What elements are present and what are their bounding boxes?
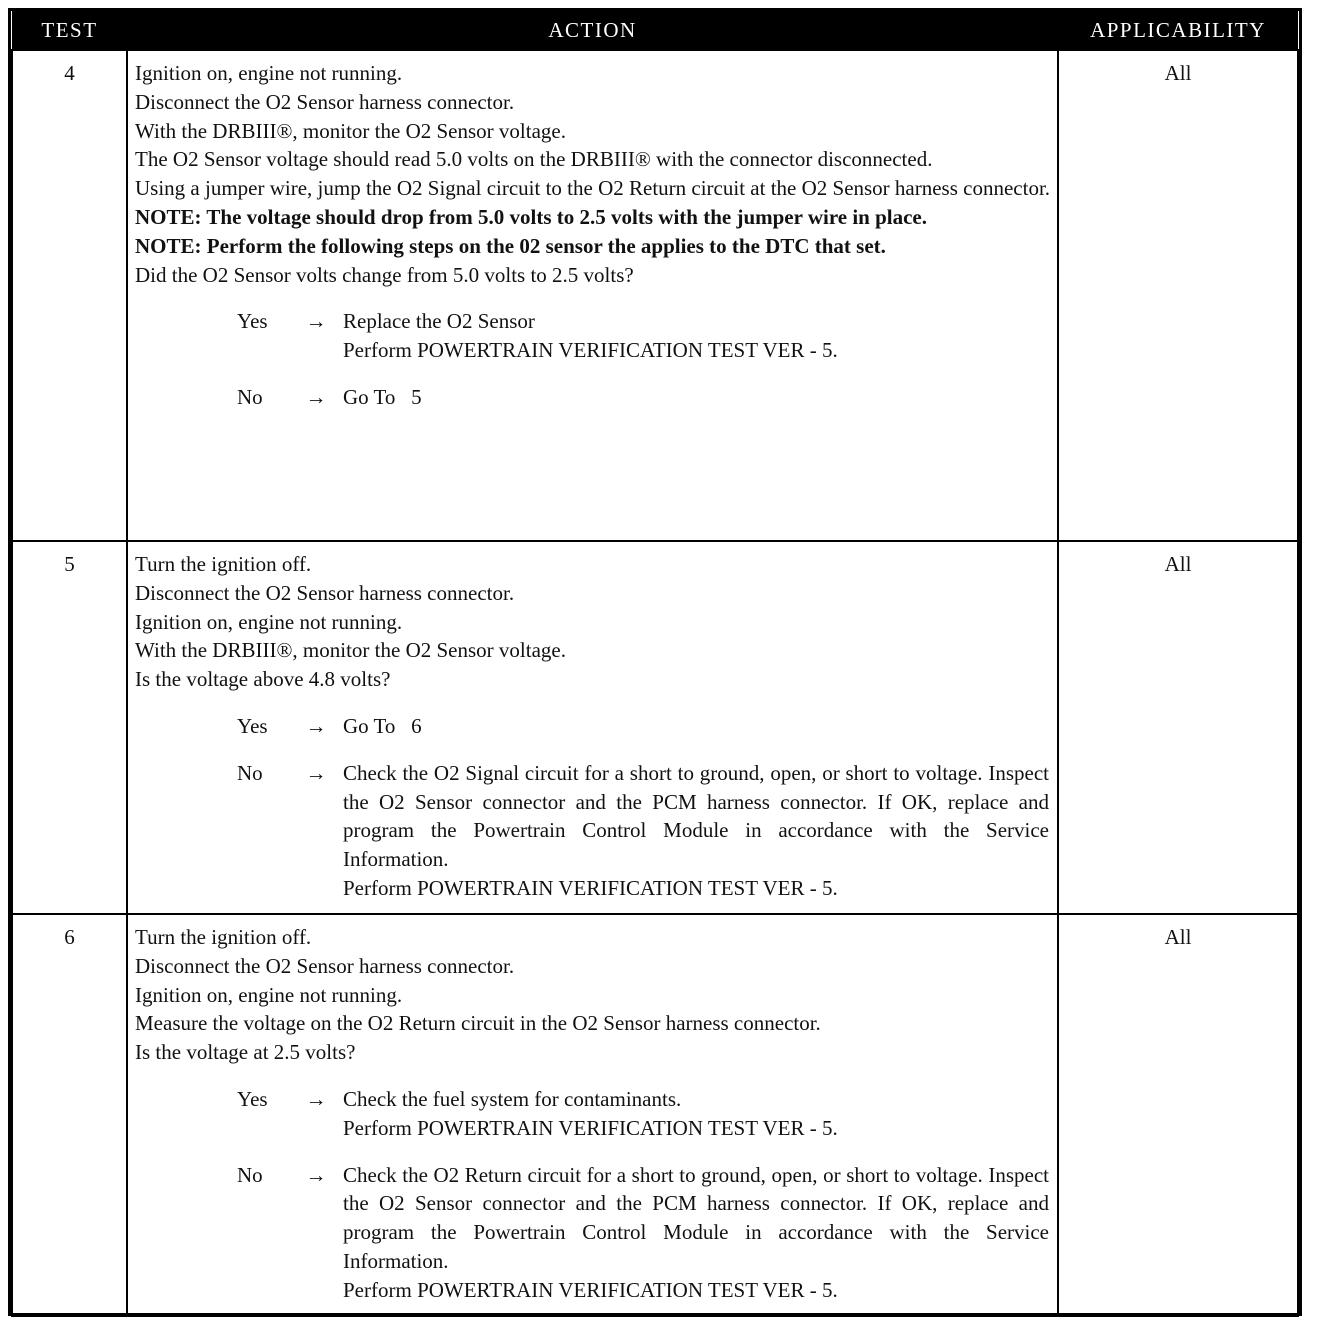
action-step: Disconnect the O2 Sensor harness connector. xyxy=(135,953,515,978)
test-table xyxy=(11,11,1299,1317)
yes-action xyxy=(343,307,1051,365)
table-header-row xyxy=(12,11,1298,50)
no-action xyxy=(343,759,1051,903)
action-cell xyxy=(127,914,1058,1316)
arrow-right-icon: → xyxy=(305,760,327,785)
no-result xyxy=(237,759,1051,903)
yes-action-line: Replace the O2 Sensor xyxy=(343,309,535,334)
yes-action xyxy=(343,712,1051,741)
action-step: Using a jumper wire, jump the O2 Signal circuit to the O2 Return circuit at the O2 Sensor harness connector. xyxy=(135,176,1051,201)
note: NOTE: The voltage should drop from 5.0 volts to 2.5 volts with the jumper wire in place. xyxy=(135,204,928,229)
yes-action-line: Go To 6 xyxy=(343,713,422,738)
action-step: Disconnect the O2 Sensor harness connector. xyxy=(135,89,515,114)
applicability: All xyxy=(1058,914,1298,1316)
yes-action-line: Check the fuel system for contaminants. xyxy=(343,1086,682,1111)
no-action-line: Check the O2 Signal circuit for a short to ground, open, or short to voltage. Inspect the O2 Sensor connector and the PCM harness connector. If OK, replace and program the Powertrain Control Module in accordance with the Service Information. xyxy=(343,760,1049,872)
no-action-line: Perform POWERTRAIN VERIFICATION TEST VER - 5. xyxy=(343,1277,838,1302)
applicability: All xyxy=(1058,541,1298,914)
arrow-right-icon: → xyxy=(305,1086,327,1111)
yes-result xyxy=(237,712,1051,741)
action-step: Turn the ignition off. xyxy=(135,552,312,576)
no-action-line: Perform POWERTRAIN VERIFICATION TEST VER - 5. xyxy=(343,875,838,900)
yes-action xyxy=(343,1085,1051,1143)
no-result xyxy=(237,383,1051,412)
table-row xyxy=(12,50,1298,541)
action-step: Ignition on, engine not running. xyxy=(135,609,403,634)
action-cell xyxy=(127,50,1058,541)
action-step: Turn the ignition off. xyxy=(135,925,312,949)
no-action-line: Go To 5 xyxy=(343,384,422,409)
question: Is the voltage at 2.5 volts? xyxy=(135,1040,356,1065)
yes-action-line: Perform POWERTRAIN VERIFICATION TEST VER - 5. xyxy=(343,1115,838,1140)
yes-label: Yes xyxy=(237,713,268,738)
no-result xyxy=(237,1161,1051,1305)
action-step: Ignition on, engine not running. xyxy=(135,61,403,85)
yes-action-line: Perform POWERTRAIN VERIFICATION TEST VER - 5. xyxy=(343,338,838,363)
applicability: All xyxy=(1058,50,1298,541)
yes-result xyxy=(237,1085,1051,1143)
no-action xyxy=(343,383,1051,412)
action-step: The O2 Sensor voltage should read 5.0 volts on the DRBIII® with the connector disconnected. xyxy=(135,147,933,172)
no-action-line: Check the O2 Return circuit for a short to ground, open, or short to voltage. Inspect the O2 Sensor connector and the PCM harness connector. If OK, replace and program the Powertrain Control Module in accordance with the Service Information. xyxy=(343,1162,1049,1273)
no-action xyxy=(343,1161,1051,1305)
test-number: 6 xyxy=(12,914,127,1316)
header-applicability: APPLICABILITY xyxy=(1058,11,1298,50)
action-step: Ignition on, engine not running. xyxy=(135,982,403,1007)
arrow-right-icon: → xyxy=(305,713,327,738)
test-number: 5 xyxy=(12,541,127,914)
arrow-right-icon: → xyxy=(305,1162,327,1187)
test-number: 4 xyxy=(12,50,127,541)
diagnostic-test-table xyxy=(8,8,1302,1316)
action-step: Disconnect the O2 Sensor harness connector. xyxy=(135,580,515,605)
action-cell xyxy=(127,541,1058,914)
question: Did the O2 Sensor volts change from 5.0 volts to 2.5 volts? xyxy=(135,262,634,287)
yes-label: Yes xyxy=(237,309,268,334)
no-label: No xyxy=(237,760,263,785)
no-label: No xyxy=(237,384,263,409)
table-row xyxy=(12,914,1298,1316)
action-step: Measure the voltage on the O2 Return circuit in the O2 Sensor harness connector. xyxy=(135,1011,821,1036)
arrow-right-icon: → xyxy=(305,309,327,334)
question: Is the voltage above 4.8 volts? xyxy=(135,667,391,692)
header-test: TEST xyxy=(12,11,127,50)
header-action: ACTION xyxy=(127,11,1058,50)
yes-label: Yes xyxy=(237,1086,268,1111)
table-row xyxy=(12,541,1298,914)
yes-result xyxy=(237,307,1051,365)
action-step: With the DRBIII®, monitor the O2 Sensor voltage. xyxy=(135,638,566,663)
no-label: No xyxy=(237,1162,263,1187)
note: NOTE: Perform the following steps on the 02 sensor the applies to the DTC that set. xyxy=(135,233,886,258)
action-step: With the DRBIII®, monitor the O2 Sensor voltage. xyxy=(135,118,566,143)
arrow-right-icon: → xyxy=(305,384,327,409)
